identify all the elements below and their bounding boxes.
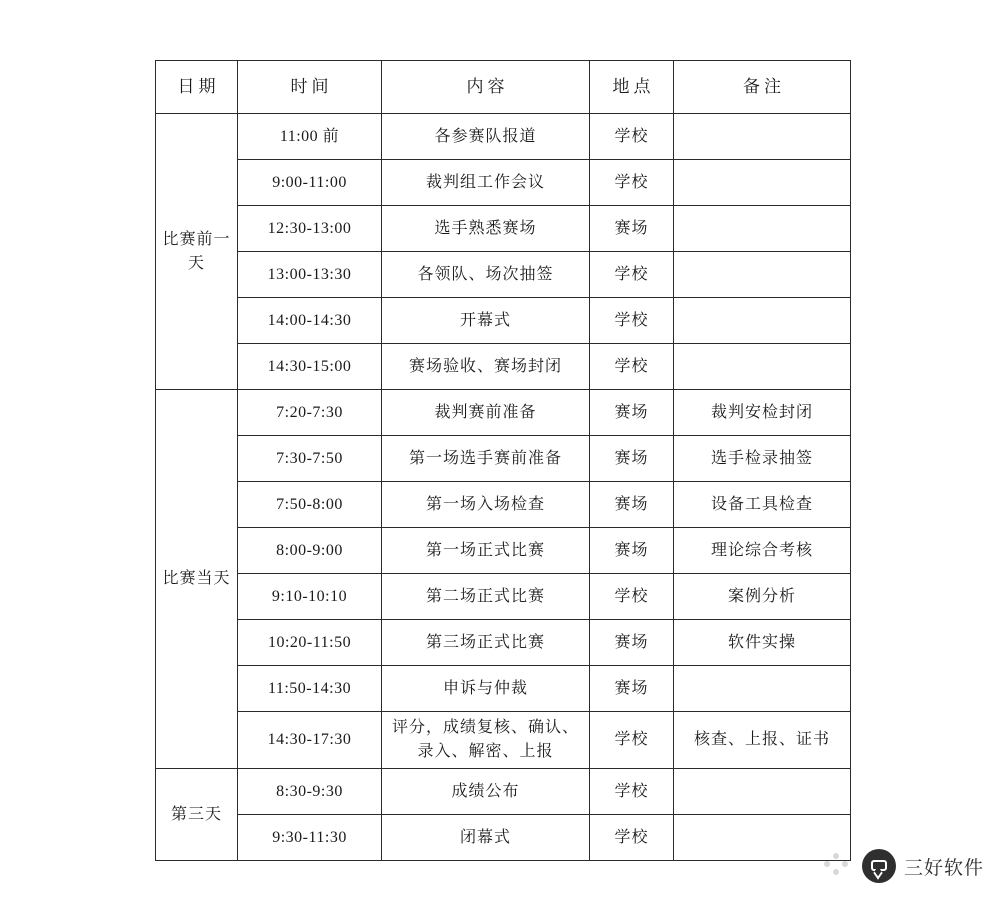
cell-place: 赛场 [590, 482, 674, 528]
column-header-note: 备注 [674, 61, 851, 114]
cell-note [674, 298, 851, 344]
cell-content: 闭幕式 [382, 815, 590, 861]
table-row [156, 528, 851, 574]
cell-content: 第一场选手赛前准备 [382, 436, 590, 482]
cell-time: 11:00 前 [238, 114, 382, 160]
cell-place: 赛场 [590, 390, 674, 436]
table-row [156, 436, 851, 482]
cell-content: 裁判赛前准备 [382, 390, 590, 436]
cell-note [674, 344, 851, 390]
cell-time: 8:30-9:30 [238, 769, 382, 815]
cell-note: 裁判安检封闭 [674, 390, 851, 436]
cell-time: 7:30-7:50 [238, 436, 382, 482]
cell-note: 设备工具检查 [674, 482, 851, 528]
cell-note [674, 769, 851, 815]
column-header-content: 内容 [382, 61, 590, 114]
cell-content: 裁判组工作会议 [382, 160, 590, 206]
table-row [156, 160, 851, 206]
cell-note [674, 114, 851, 160]
table-row [156, 482, 851, 528]
cell-time: 14:30-17:30 [238, 712, 382, 769]
cell-place: 学校 [590, 252, 674, 298]
cell-time: 13:00-13:30 [238, 252, 382, 298]
table-row [156, 712, 851, 769]
schedule-table [155, 60, 851, 861]
column-header-time: 时间 [238, 61, 382, 114]
cell-content: 各参赛队报道 [382, 114, 590, 160]
watermark-label: 三好软件 [903, 857, 984, 879]
cell-content-line2: 录入、解密、上报 [417, 743, 554, 760]
cell-place: 学校 [590, 344, 674, 390]
cell-content: 赛场验收、赛场封闭 [382, 344, 590, 390]
cell-note [674, 666, 851, 712]
cell-content: 第二场正式比赛 [382, 574, 590, 620]
cell-place: 赛场 [590, 528, 674, 574]
table-row [156, 390, 851, 436]
cell-time: 14:30-15:00 [238, 344, 382, 390]
table-row [156, 769, 851, 815]
cell-place: 赛场 [590, 666, 674, 712]
cell-note: 理论综合考核 [674, 528, 851, 574]
cell-place: 赛场 [590, 206, 674, 252]
cell-time: 10:20-11:50 [238, 620, 382, 666]
table-row [156, 298, 851, 344]
cell-time: 9:30-11:30 [238, 815, 382, 861]
watermark [862, 849, 984, 883]
cell-place: 学校 [590, 114, 674, 160]
cell-place: 学校 [590, 160, 674, 206]
cell-time: 11:50-14:30 [238, 666, 382, 712]
cell-place: 学校 [590, 574, 674, 620]
cell-content: 各领队、场次抽签 [382, 252, 590, 298]
column-header-date: 日期 [156, 61, 238, 114]
cell-time: 12:30-13:00 [238, 206, 382, 252]
column-header-place: 地点 [590, 61, 674, 114]
cell-time: 14:00-14:30 [238, 298, 382, 344]
cell-note: 核查、上报、证书 [674, 712, 851, 769]
cell-note [674, 160, 851, 206]
cell-place: 学校 [590, 769, 674, 815]
cell-place: 学校 [590, 712, 674, 769]
table-row [156, 252, 851, 298]
table-row [156, 620, 851, 666]
cell-place: 学校 [590, 815, 674, 861]
table-row [156, 574, 851, 620]
cell-note: 软件实操 [674, 620, 851, 666]
cell-content: 第三场正式比赛 [382, 620, 590, 666]
cell-place: 学校 [590, 298, 674, 344]
cell-content: 申诉与仲裁 [382, 666, 590, 712]
table-row [156, 206, 851, 252]
cell-content-line1: 评分，成绩复核、确认、 [391, 719, 579, 736]
date-group-label: 第三天 [156, 769, 238, 861]
cell-time: 8:00-9:00 [238, 528, 382, 574]
date-group-label: 比赛前一天 [156, 114, 238, 390]
schedule-sheet [155, 60, 850, 861]
cell-time: 9:10-10:10 [238, 574, 382, 620]
cell-place: 赛场 [590, 620, 674, 666]
cell-content: 第一场入场检查 [382, 482, 590, 528]
cell-content: 开幕式 [382, 298, 590, 344]
cell-time: 7:50-8:00 [238, 482, 382, 528]
cell-note [674, 252, 851, 298]
chat-bubble-icon [862, 849, 896, 883]
cell-note [674, 206, 851, 252]
cell-note: 选手检录抽签 [674, 436, 851, 482]
cell-note: 案例分析 [674, 574, 851, 620]
table-row [156, 344, 851, 390]
cell-time: 7:20-7:30 [238, 390, 382, 436]
cell-content: 第一场正式比赛 [382, 528, 590, 574]
cell-content: 选手熟悉赛场 [382, 206, 590, 252]
cell-content: 成绩公布 [382, 769, 590, 815]
table-row [156, 666, 851, 712]
table-row [156, 815, 851, 861]
cell-content [382, 712, 590, 769]
decorative-dots [824, 853, 850, 879]
date-group-label: 比赛当天 [156, 390, 238, 769]
cell-place: 赛场 [590, 436, 674, 482]
table-row [156, 114, 851, 160]
table-header-row [156, 61, 851, 114]
cell-time: 9:00-11:00 [238, 160, 382, 206]
